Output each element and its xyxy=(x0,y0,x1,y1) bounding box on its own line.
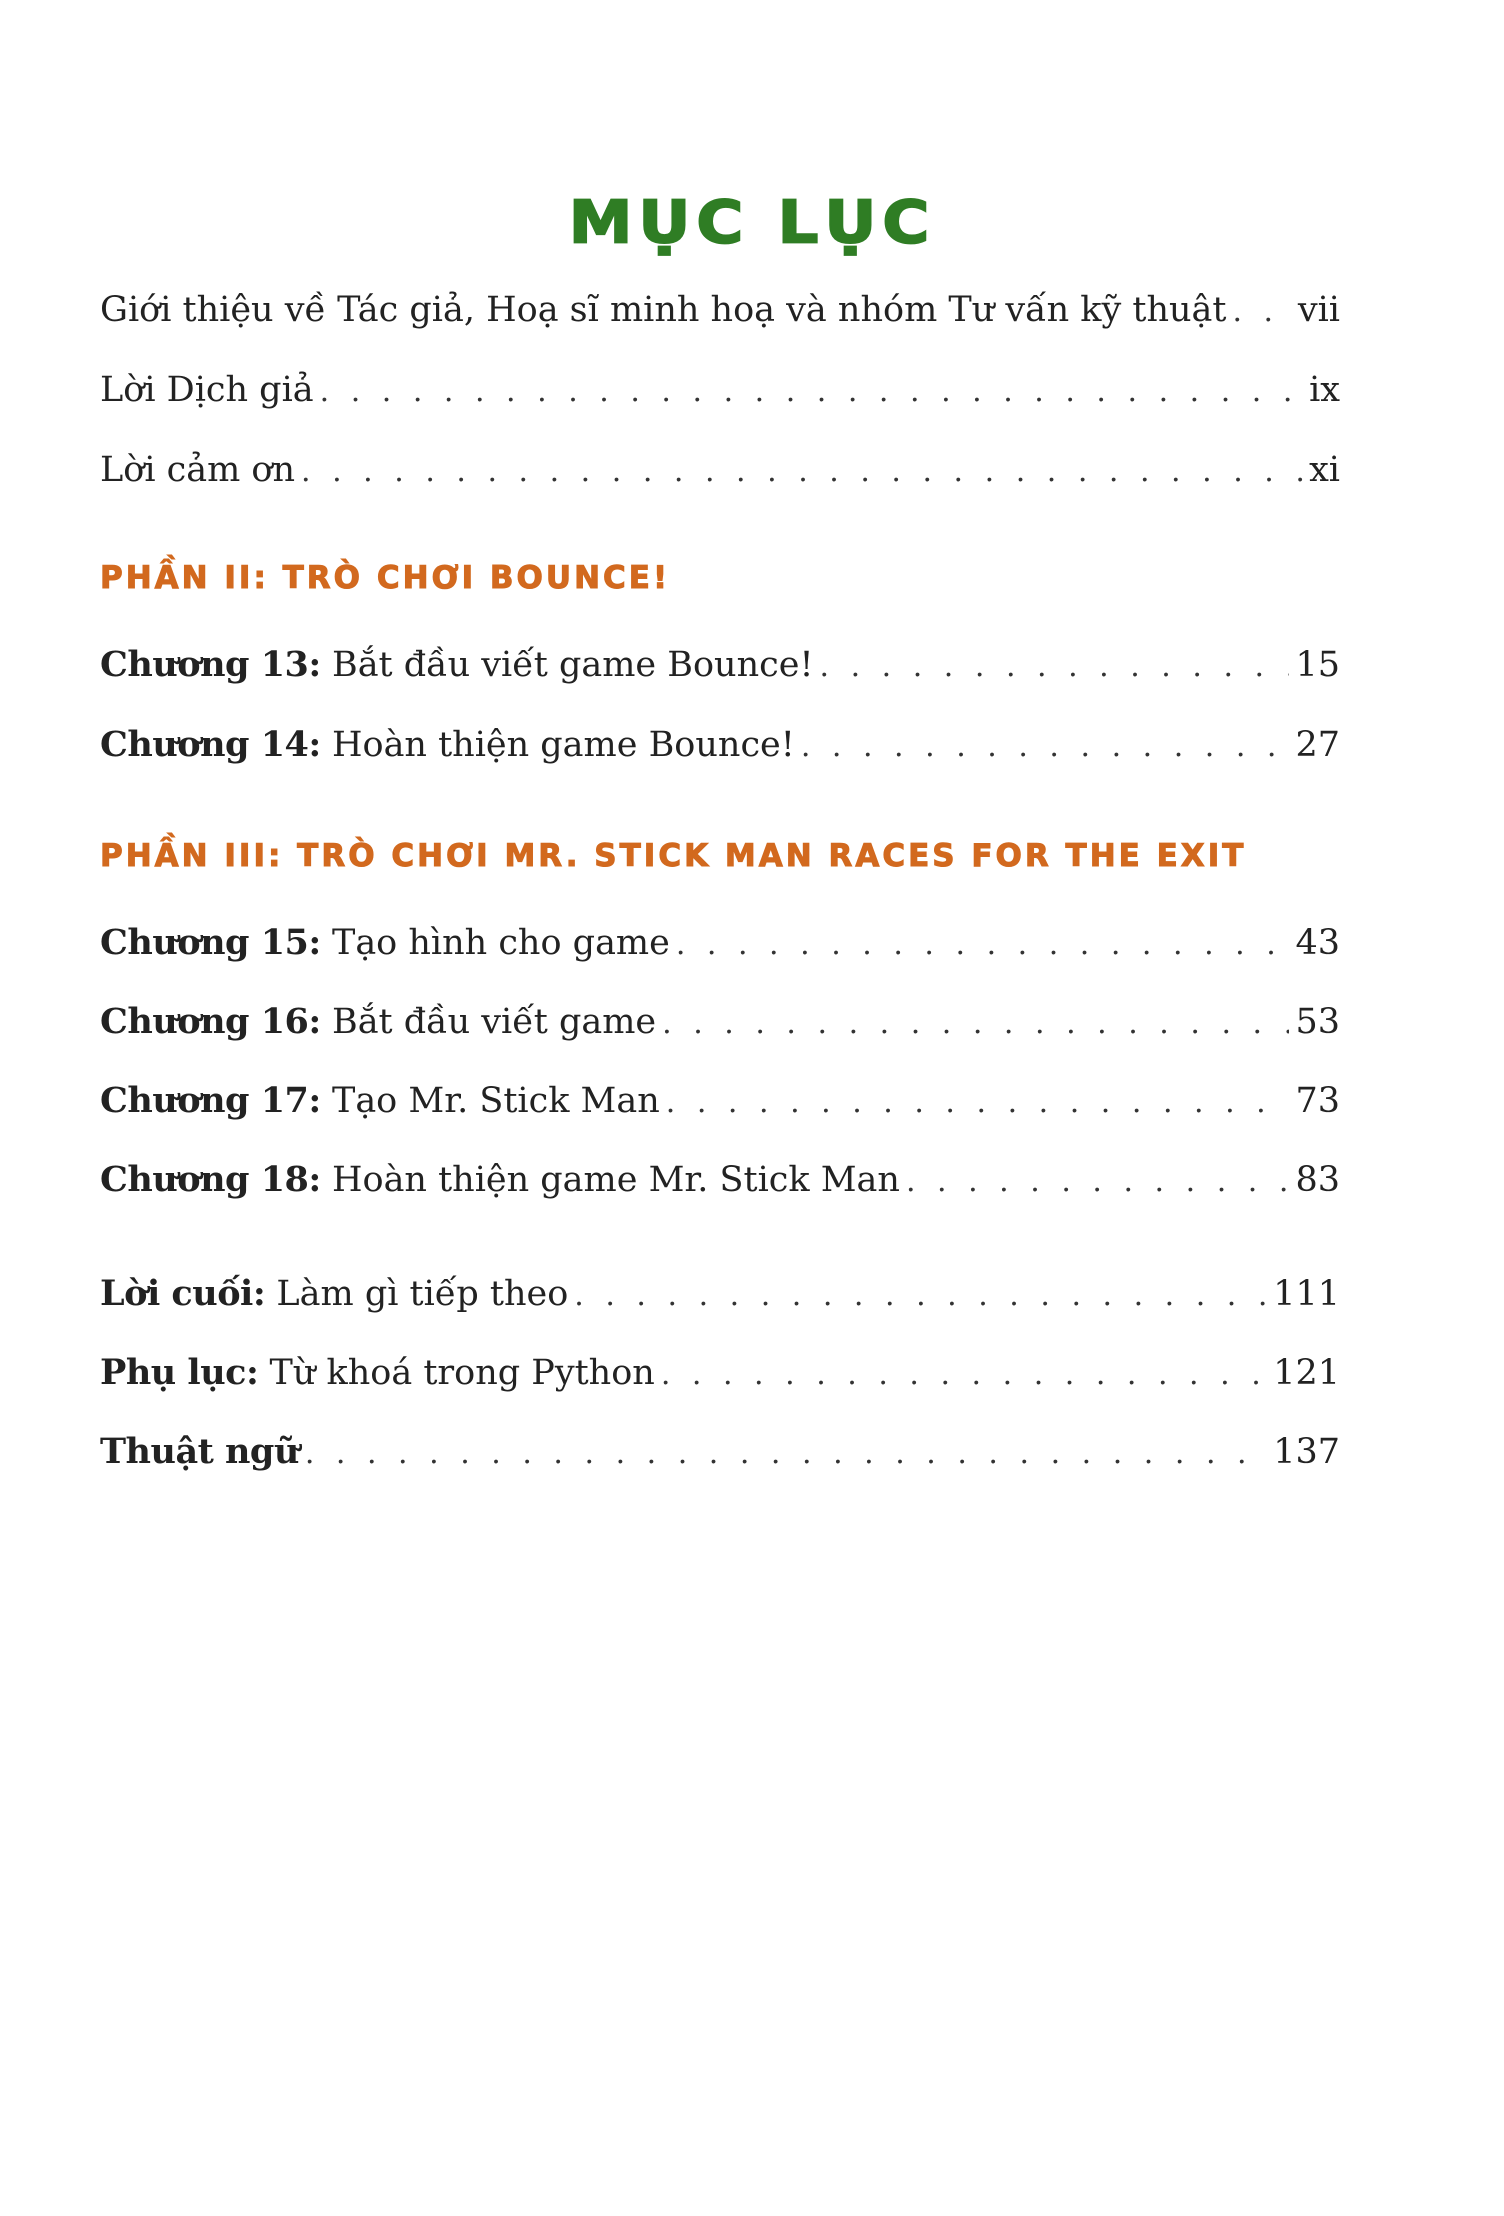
chapter-prefix: Chương 13: xyxy=(100,644,321,685)
page-title: MỤC LỤC xyxy=(568,188,936,258)
toc-page-number: 137 xyxy=(1273,1432,1340,1472)
toc-entry-chapter-17[interactable] xyxy=(100,1080,1340,1130)
toc-entry-label xyxy=(100,1431,299,1472)
toc-entry-label xyxy=(100,1080,660,1121)
toc-page-number: 73 xyxy=(1295,1081,1340,1121)
toc-entry-author-intro[interactable] xyxy=(100,290,1340,340)
toc-page-number: 83 xyxy=(1295,1160,1340,1200)
toc-page-number: 111 xyxy=(1273,1274,1340,1314)
toc-entry-acknowledgements[interactable] xyxy=(100,450,1340,500)
dot-leader xyxy=(666,1085,1290,1120)
dot-leader xyxy=(820,649,1290,684)
toc-entry-label xyxy=(100,724,795,765)
toc-entry-chapter-14[interactable] xyxy=(100,724,1340,774)
toc-page-number: 43 xyxy=(1295,923,1340,963)
toc-entry-glossary[interactable] xyxy=(100,1431,1340,1481)
toc-page-number: ix xyxy=(1309,370,1340,410)
dot-leader xyxy=(661,1357,1267,1392)
toc-entry-appendix[interactable] xyxy=(100,1352,1340,1402)
toc-entry-chapter-13[interactable] xyxy=(100,644,1340,694)
chapter-title: Hoàn thiện game Bounce! xyxy=(331,725,795,765)
toc-entry-chapter-18[interactable] xyxy=(100,1159,1340,1209)
chapter-prefix: Chương 16: xyxy=(100,1001,321,1042)
chapter-title: Tạo hình cho game xyxy=(331,923,670,963)
chapter-title: Hoàn thiện game Mr. Stick Man xyxy=(331,1160,900,1200)
toc-entry-label xyxy=(100,1159,900,1200)
toc-page-number: xi xyxy=(1309,450,1340,490)
dot-leader xyxy=(906,1164,1289,1199)
toc-entry-label xyxy=(100,1273,568,1314)
toc-entry-label xyxy=(100,922,670,963)
toc-entry-chapter-15[interactable] xyxy=(100,922,1340,972)
section-prefix: Lời cuối: xyxy=(100,1273,266,1314)
dot-leader xyxy=(574,1278,1267,1313)
dot-leader xyxy=(305,1436,1267,1471)
dot-leader xyxy=(662,1006,1289,1041)
section-prefix: Phụ lục: xyxy=(100,1352,259,1393)
toc-entry-label xyxy=(100,644,814,685)
section-title: Làm gì tiếp theo xyxy=(276,1274,569,1314)
toc-entry-label xyxy=(100,1001,656,1042)
part-2-heading: PHẦN II: TRÒ CHƠI BOUNCE! xyxy=(100,560,671,596)
toc-entry-label: Lời Dịch giả xyxy=(100,370,314,410)
part-3-heading: PHẦN III: TRÒ CHƠI MR. STICK MAN RACES FOR THE EXIT xyxy=(100,838,1247,874)
toc-page-number: vii xyxy=(1297,290,1340,330)
toc-page-number: 27 xyxy=(1295,725,1340,765)
dot-leader xyxy=(320,374,1303,409)
toc-entry-chapter-16[interactable] xyxy=(100,1001,1340,1051)
section-title: Từ khoá trong Python xyxy=(269,1353,655,1393)
chapter-prefix: Chương 15: xyxy=(100,922,321,963)
toc-entry-afterword[interactable] xyxy=(100,1273,1340,1323)
chapter-prefix: Chương 14: xyxy=(100,724,321,765)
chapter-prefix: Chương 18: xyxy=(100,1159,321,1200)
toc-page-number: 15 xyxy=(1295,645,1340,685)
dot-leader xyxy=(301,454,1303,489)
chapter-title: Bắt đầu viết game xyxy=(331,1002,657,1042)
section-prefix: Thuật ngữ xyxy=(100,1431,299,1472)
toc-entry-label xyxy=(100,1352,655,1393)
toc-entry-translator-note[interactable] xyxy=(100,370,1340,420)
dot-leader xyxy=(1232,294,1291,329)
toc-entry-label: Giới thiệu về Tác giả, Hoạ sĩ minh hoạ và nhóm Tư vấn kỹ thuật xyxy=(100,290,1227,330)
dot-leader xyxy=(801,729,1290,764)
chapter-prefix: Chương 17: xyxy=(100,1080,321,1121)
chapter-title: Bắt đầu viết game Bounce! xyxy=(331,645,814,685)
toc-page-number: 53 xyxy=(1295,1002,1340,1042)
toc-page-number: 121 xyxy=(1273,1353,1340,1393)
dot-leader xyxy=(676,927,1290,962)
chapter-title: Tạo Mr. Stick Man xyxy=(331,1081,660,1121)
toc-entry-label: Lời cảm ơn xyxy=(100,450,296,490)
